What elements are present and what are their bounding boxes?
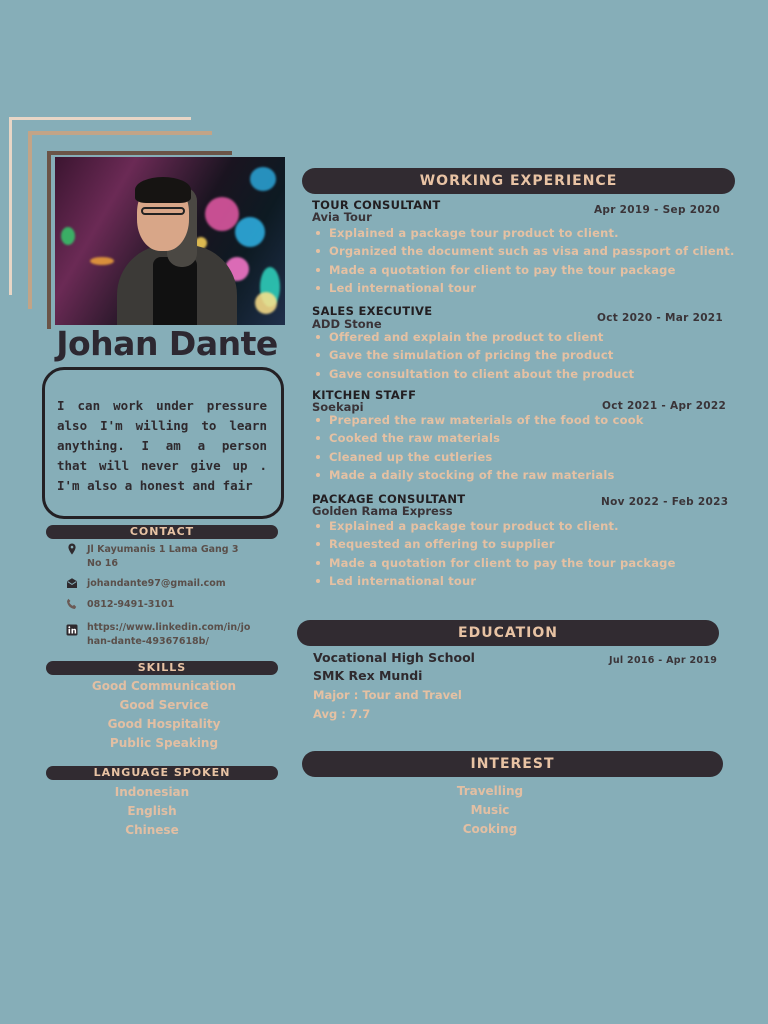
decor-line-tan-horizontal — [28, 131, 212, 135]
job-bullet: Explained a package tour product to client. — [312, 517, 676, 535]
job-bullet: Cooked the raw materials — [312, 429, 644, 447]
job-company: Golden Rama Express — [312, 504, 453, 518]
education-date: Jul 2016 - Apr 2019 — [609, 655, 718, 666]
job-bullet: Gave consultation to client about the product — [312, 365, 634, 383]
contact-heading: CONTACT — [46, 525, 278, 539]
decor-line-brown-horizontal — [47, 151, 232, 155]
job-bullet: Requested an offering to supplier — [312, 535, 676, 553]
job-bullet: Cleaned up the cutleries — [312, 448, 644, 466]
job-title: SALES EXECUTIVE — [312, 304, 433, 318]
job-bullet: Organized the document such as visa and passport of client. — [312, 242, 735, 260]
email-icon — [66, 577, 78, 589]
decor-line-light-horizontal — [9, 117, 191, 120]
job-date: Nov 2022 - Feb 2023 — [601, 496, 729, 508]
skills-list — [64, 677, 264, 753]
interest-item: Cooking — [462, 822, 518, 836]
job-bullet: Led international tour — [312, 279, 735, 297]
language-item: Indonesian — [114, 785, 190, 799]
location-pin-icon — [66, 543, 78, 555]
job-bullet: Made a daily stocking of the raw materials — [312, 466, 644, 484]
language-list — [102, 783, 202, 840]
language-item: Chinese — [125, 823, 179, 837]
decor-line-tan-vertical — [28, 131, 32, 309]
job-bullet: Prepared the raw materials of the food to cook — [312, 411, 644, 429]
job-bullets — [312, 224, 735, 297]
linkedin-icon — [66, 624, 78, 636]
job-bullets — [312, 411, 644, 484]
job-bullets — [312, 328, 634, 383]
about-text: I can work under pressure also I'm willing to learn anything. I am a person that will never give up . I'm also a honest and fair — [57, 398, 267, 493]
linkedin-line-1[interactable]: https://www.linkedin.com/in/jo — [87, 622, 251, 633]
skills-heading: SKILLS — [46, 661, 278, 675]
skill-item: Good Service — [119, 698, 209, 712]
education-avg: Avg : 7.7 — [313, 707, 371, 721]
interest-list — [440, 782, 540, 839]
job-title: PACKAGE CONSULTANT — [312, 492, 466, 506]
job-bullet: Explained a package tour product to client. — [312, 224, 735, 242]
language-heading: LANGUAGE SPOKEN — [46, 766, 278, 780]
skill-item: Good Hospitality — [107, 717, 221, 731]
job-bullet: Led international tour — [312, 572, 676, 590]
education-level: Vocational High School — [313, 650, 475, 665]
email-text[interactable]: johandante97@gmail.com — [87, 578, 226, 589]
job-bullet: Made a quotation for client to pay the tour package — [312, 554, 676, 572]
interest-item: Travelling — [456, 784, 524, 798]
experience-heading: WORKING EXPERIENCE — [302, 168, 735, 194]
job-company: ADD Stone — [312, 317, 382, 331]
address-line-2: No 16 — [87, 558, 119, 569]
decor-line-light-vertical — [9, 117, 12, 295]
job-date: Apr 2019 - Sep 2020 — [594, 204, 721, 216]
education-heading: EDUCATION — [297, 620, 719, 646]
job-bullet: Made a quotation for client to pay the tour package — [312, 261, 735, 279]
job-date: Oct 2020 - Mar 2021 — [597, 312, 724, 324]
education-major: Major : Tour and Travel — [313, 688, 462, 702]
phone-icon — [66, 598, 78, 610]
decor-line-brown-vertical — [47, 151, 51, 329]
person-name: Johan Dante — [56, 324, 278, 363]
job-date: Oct 2021 - Apr 2022 — [602, 400, 727, 412]
linkedin-line-2[interactable]: han-dante-49367618b/ — [87, 636, 209, 647]
skill-item: Good Communication — [91, 679, 237, 693]
profile-photo — [55, 157, 285, 325]
interest-item: Music — [470, 803, 510, 817]
phone-text: 0812-9491-3101 — [87, 599, 175, 610]
job-title: KITCHEN STAFF — [312, 388, 417, 402]
job-company: Avia Tour — [312, 210, 372, 224]
language-item: English — [127, 804, 177, 818]
job-bullet: Offered and explain the product to client — [312, 328, 634, 346]
address-line-1: Jl Kayumanis 1 Lama Gang 3 — [87, 544, 239, 555]
about-box — [42, 367, 284, 519]
job-company: Soekapi — [312, 400, 364, 414]
job-title: TOUR CONSULTANT — [312, 198, 441, 212]
interest-heading: INTEREST — [302, 751, 723, 777]
education-school: SMK Rex Mundi — [313, 668, 423, 683]
skill-item: Public Speaking — [109, 736, 219, 750]
job-bullet: Gave the simulation of pricing the product — [312, 346, 634, 364]
job-bullets — [312, 517, 676, 590]
